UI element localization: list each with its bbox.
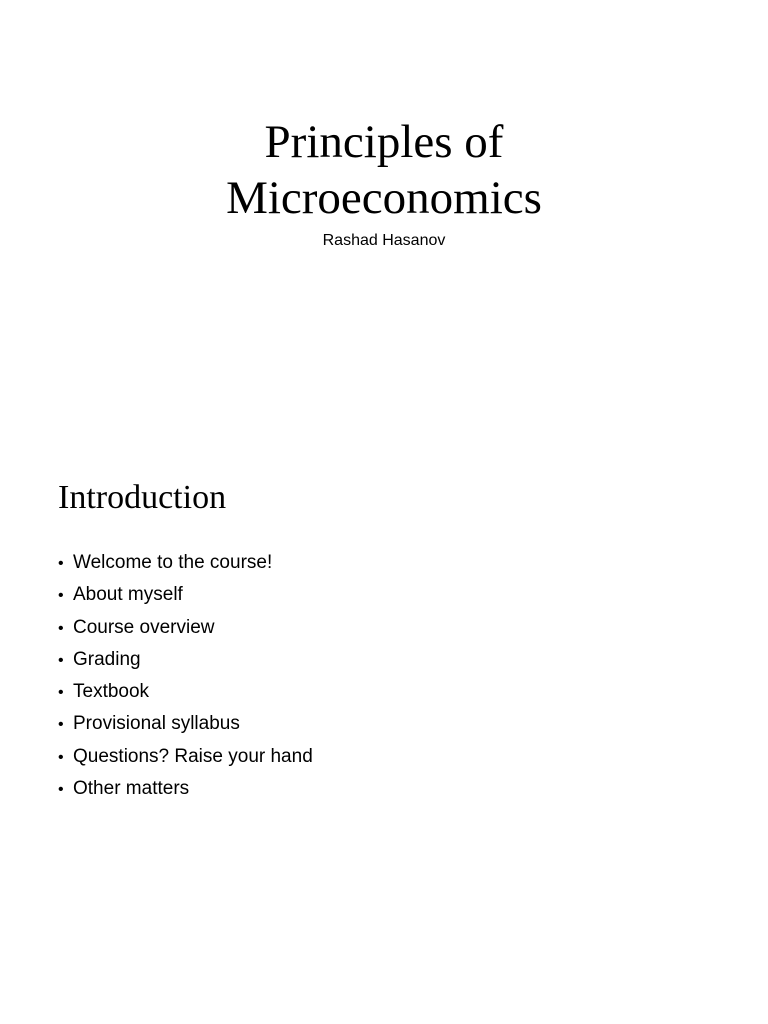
introduction-slide bbox=[0, 432, 768, 1024]
list-item bbox=[58, 644, 313, 676]
bullet-icon: • bbox=[58, 716, 64, 734]
list-item-text: About myself bbox=[73, 584, 183, 606]
bullet-icon: • bbox=[58, 684, 64, 702]
slide-title-line-1: Principles of bbox=[264, 116, 504, 168]
list-item bbox=[58, 579, 313, 611]
bullet-icon: • bbox=[58, 781, 64, 799]
list-item bbox=[58, 708, 313, 740]
list-item-text: Textbook bbox=[73, 681, 150, 703]
list-item bbox=[58, 612, 313, 644]
list-item-text: Grading bbox=[73, 648, 141, 670]
title-slide bbox=[0, 0, 768, 432]
introduction-bullet-list bbox=[58, 547, 313, 805]
list-item-text: Welcome to the course! bbox=[73, 552, 273, 573]
list-item-text: Provisional syllabus bbox=[73, 713, 240, 735]
slide-title-line-2: Microeconomics bbox=[226, 172, 542, 224]
bullet-icon: • bbox=[58, 555, 64, 572]
author-name: Rashad Hasanov bbox=[322, 232, 446, 249]
list-item-text: Questions? Raise your hand bbox=[73, 745, 313, 767]
bullet-icon: • bbox=[58, 651, 64, 669]
slide-title bbox=[0, 114, 768, 226]
bullet-icon: • bbox=[58, 619, 64, 637]
list-item-text: Other matters bbox=[73, 778, 190, 800]
list-item bbox=[58, 773, 313, 805]
list-item bbox=[58, 741, 313, 773]
introduction-heading: Introduction bbox=[58, 479, 227, 516]
bullet-icon: • bbox=[58, 748, 64, 766]
bullet-icon: • bbox=[58, 587, 64, 605]
list-item bbox=[58, 676, 313, 708]
list-item-text: Course overview bbox=[73, 616, 215, 638]
list-item bbox=[58, 547, 313, 579]
